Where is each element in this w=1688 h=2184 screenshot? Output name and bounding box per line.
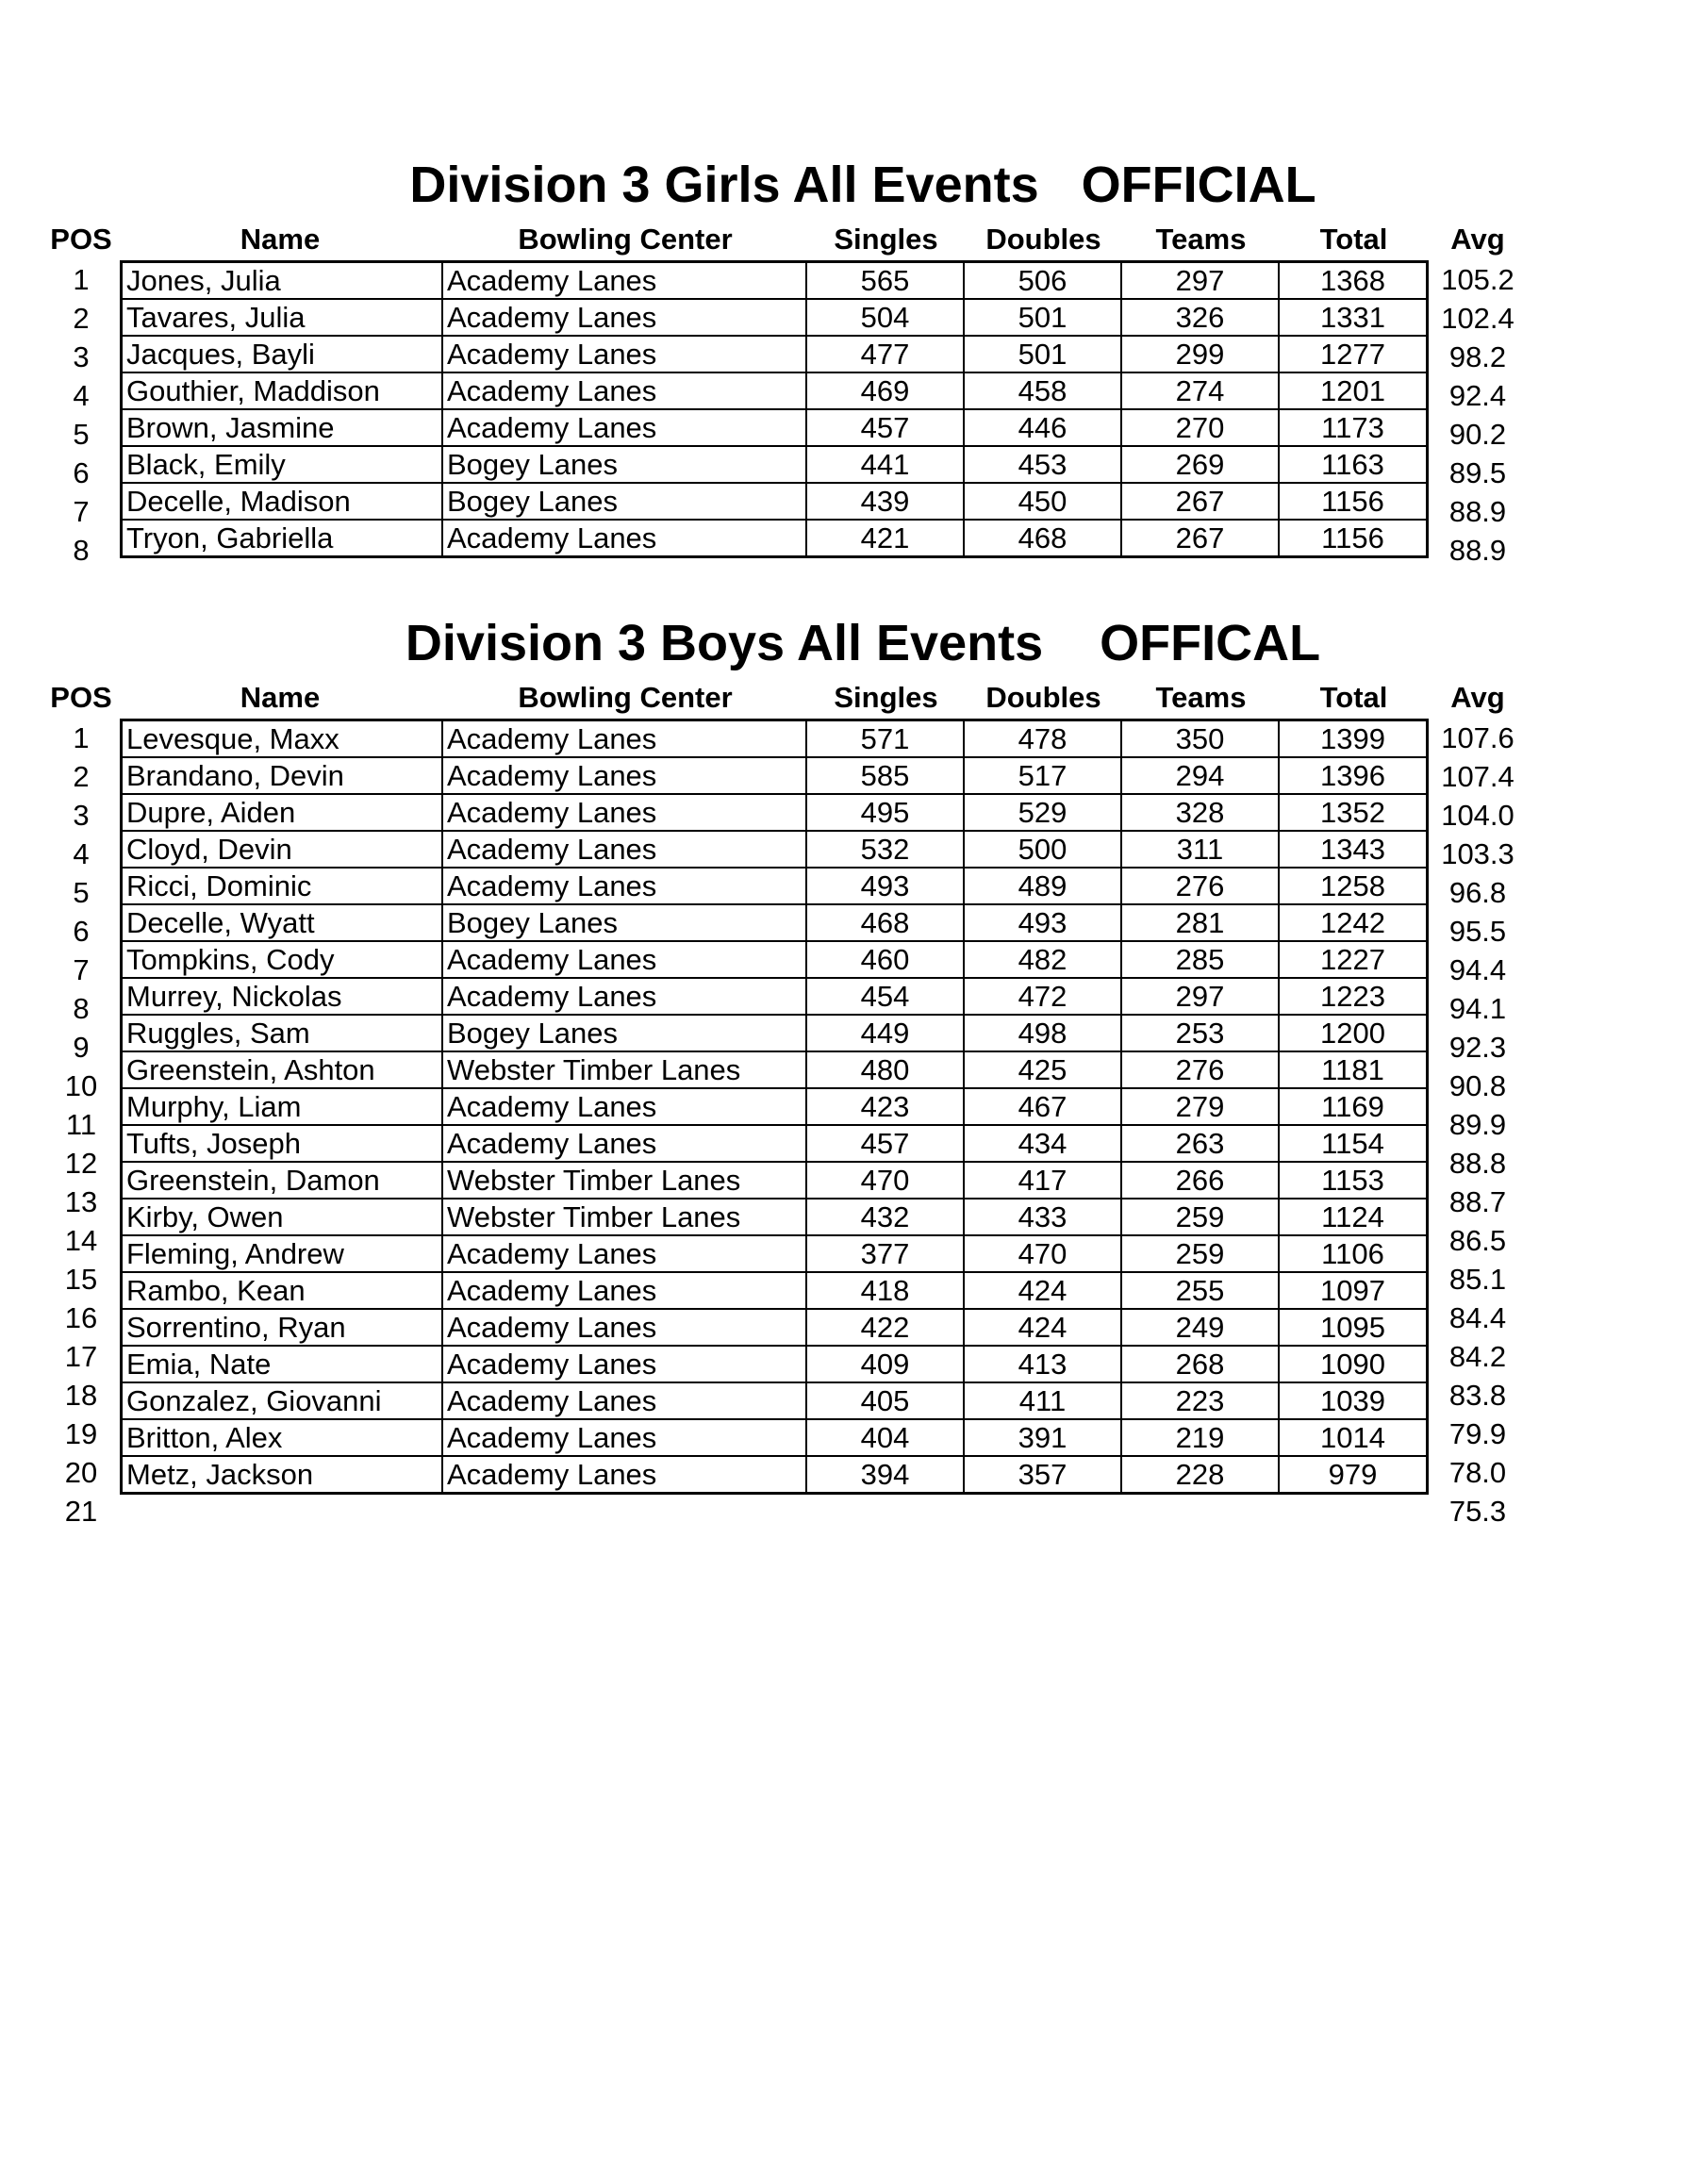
- average-cell: 107.4: [1441, 760, 1514, 793]
- average-cell: 89.5: [1448, 456, 1507, 489]
- column-header-doubles: Doubles: [985, 681, 1101, 714]
- name-cell: Gouthier, Maddison: [122, 372, 443, 409]
- teams-cell: 311: [1121, 831, 1279, 868]
- teams-cell: 266: [1121, 1162, 1279, 1199]
- doubles-cell: 489: [964, 868, 1121, 904]
- position-cell: 17: [64, 1340, 98, 1373]
- teams-cell: 269: [1121, 446, 1279, 483]
- name-cell: Britton, Alex: [122, 1419, 443, 1456]
- boys-results-table: [120, 719, 1429, 1495]
- teams-cell: 297: [1121, 262, 1279, 300]
- total-cell: 1039: [1279, 1382, 1428, 1419]
- center-cell: Webster Timber Lanes: [442, 1162, 806, 1199]
- center-cell: Academy Lanes: [442, 831, 806, 868]
- total-cell: 1200: [1279, 1015, 1428, 1051]
- position-cell: 9: [73, 1031, 90, 1064]
- center-cell: Academy Lanes: [442, 1456, 806, 1494]
- table-row: [122, 831, 1428, 868]
- position-cell: 1: [73, 721, 90, 754]
- center-cell: Academy Lanes: [442, 409, 806, 446]
- singles-cell: 469: [806, 372, 964, 409]
- table-row: [122, 1199, 1428, 1235]
- table-row: [122, 1051, 1428, 1088]
- singles-cell: 377: [806, 1235, 964, 1272]
- average-cell: 90.8: [1448, 1069, 1507, 1102]
- singles-cell: 457: [806, 409, 964, 446]
- average-cell: 84.4: [1448, 1301, 1507, 1334]
- total-cell: 1227: [1279, 941, 1428, 978]
- position-cell: 7: [73, 495, 90, 528]
- center-cell: Academy Lanes: [442, 794, 806, 831]
- position-cell: 13: [64, 1185, 98, 1218]
- center-cell: Bogey Lanes: [442, 1015, 806, 1051]
- column-header-name: Name: [240, 681, 321, 714]
- column-header-doubles: Doubles: [985, 223, 1101, 256]
- doubles-cell: 493: [964, 904, 1121, 941]
- table-row: [122, 868, 1428, 904]
- table-row: [122, 409, 1428, 446]
- average-cell: 84.2: [1448, 1340, 1507, 1373]
- doubles-cell: 458: [964, 372, 1121, 409]
- teams-cell: 350: [1121, 720, 1279, 758]
- total-cell: 1399: [1279, 720, 1428, 758]
- table-row: [122, 262, 1428, 300]
- singles-cell: 480: [806, 1051, 964, 1088]
- table-row: [122, 978, 1428, 1015]
- column-header-pos: POS: [50, 223, 112, 256]
- table-row: [122, 336, 1428, 372]
- position-cell: 3: [73, 799, 90, 832]
- table-row: [122, 1309, 1428, 1346]
- singles-cell: 422: [806, 1309, 964, 1346]
- average-cell: 96.8: [1448, 876, 1507, 909]
- teams-cell: 299: [1121, 336, 1279, 372]
- girls-section-title: Division 3 Girls All Events OFFICIAL: [409, 157, 1316, 213]
- average-cell: 102.4: [1441, 302, 1514, 335]
- table-row: [122, 483, 1428, 520]
- table-row: [122, 1456, 1428, 1494]
- position-cell: 6: [73, 915, 90, 948]
- singles-cell: 409: [806, 1346, 964, 1382]
- total-cell: 1258: [1279, 868, 1428, 904]
- doubles-cell: 470: [964, 1235, 1121, 1272]
- doubles-cell: 450: [964, 483, 1121, 520]
- teams-cell: 274: [1121, 372, 1279, 409]
- girls-position-column: [38, 260, 124, 570]
- position-cell: 19: [64, 1417, 98, 1450]
- doubles-cell: 424: [964, 1272, 1121, 1309]
- average-cell: 88.9: [1448, 495, 1507, 528]
- teams-cell: 249: [1121, 1309, 1279, 1346]
- column-header-total: Total: [1319, 223, 1388, 256]
- position-cell: 4: [73, 379, 90, 412]
- center-cell: Academy Lanes: [442, 262, 806, 300]
- singles-cell: 454: [806, 978, 964, 1015]
- column-header-center: Bowling Center: [518, 223, 733, 256]
- name-cell: Dupre, Aiden: [122, 794, 443, 831]
- singles-cell: 504: [806, 299, 964, 336]
- teams-cell: 294: [1121, 757, 1279, 794]
- position-cell: 10: [64, 1069, 98, 1102]
- table-row: [122, 1346, 1428, 1382]
- table-row: [122, 904, 1428, 941]
- singles-cell: 432: [806, 1199, 964, 1235]
- teams-cell: 285: [1121, 941, 1279, 978]
- name-cell: Jones, Julia: [122, 262, 443, 300]
- name-cell: Ricci, Dominic: [122, 868, 443, 904]
- singles-cell: 571: [806, 720, 964, 758]
- column-header-teams: Teams: [1155, 223, 1247, 256]
- total-cell: 1223: [1279, 978, 1428, 1015]
- total-cell: 1154: [1279, 1125, 1428, 1162]
- teams-cell: 223: [1121, 1382, 1279, 1419]
- average-cell: 75.3: [1448, 1495, 1507, 1528]
- name-cell: Ruggles, Sam: [122, 1015, 443, 1051]
- name-cell: Tryon, Gabriella: [122, 520, 443, 557]
- doubles-cell: 411: [964, 1382, 1121, 1419]
- average-cell: 85.1: [1448, 1263, 1507, 1296]
- center-cell: Academy Lanes: [442, 868, 806, 904]
- position-cell: 2: [73, 760, 90, 793]
- teams-cell: 219: [1121, 1419, 1279, 1456]
- doubles-cell: 357: [964, 1456, 1121, 1494]
- table-row: [122, 1015, 1428, 1051]
- singles-cell: 470: [806, 1162, 964, 1199]
- singles-cell: 565: [806, 262, 964, 300]
- center-cell: Academy Lanes: [442, 978, 806, 1015]
- teams-cell: 328: [1121, 794, 1279, 831]
- girls-average-column: [1426, 260, 1530, 570]
- position-cell: 7: [73, 953, 90, 986]
- average-cell: 94.1: [1448, 992, 1507, 1025]
- singles-cell: 439: [806, 483, 964, 520]
- table-row: [122, 520, 1428, 557]
- name-cell: Murphy, Liam: [122, 1088, 443, 1125]
- name-cell: Levesque, Maxx: [122, 720, 443, 758]
- center-cell: Academy Lanes: [442, 1272, 806, 1309]
- position-cell: 1: [73, 263, 90, 296]
- singles-cell: 449: [806, 1015, 964, 1051]
- total-cell: 1124: [1279, 1199, 1428, 1235]
- teams-cell: 297: [1121, 978, 1279, 1015]
- doubles-cell: 517: [964, 757, 1121, 794]
- average-cell: 78.0: [1448, 1456, 1507, 1489]
- total-cell: 1097: [1279, 1272, 1428, 1309]
- name-cell: Greenstein, Damon: [122, 1162, 443, 1199]
- name-cell: Tompkins, Cody: [122, 941, 443, 978]
- doubles-cell: 417: [964, 1162, 1121, 1199]
- doubles-cell: 472: [964, 978, 1121, 1015]
- total-cell: 1352: [1279, 794, 1428, 831]
- singles-cell: 585: [806, 757, 964, 794]
- center-cell: Academy Lanes: [442, 1088, 806, 1125]
- name-cell: Murrey, Nickolas: [122, 978, 443, 1015]
- position-cell: 4: [73, 837, 90, 870]
- total-cell: 1095: [1279, 1309, 1428, 1346]
- singles-cell: 495: [806, 794, 964, 831]
- center-cell: Academy Lanes: [442, 520, 806, 557]
- position-cell: 8: [73, 534, 90, 567]
- column-header-avg: Avg: [1450, 681, 1505, 714]
- name-cell: Kirby, Owen: [122, 1199, 443, 1235]
- singles-cell: 421: [806, 520, 964, 557]
- center-cell: Academy Lanes: [442, 720, 806, 758]
- average-cell: 79.9: [1448, 1417, 1507, 1450]
- center-cell: Academy Lanes: [442, 1235, 806, 1272]
- table-row: [122, 757, 1428, 794]
- teams-cell: 276: [1121, 1051, 1279, 1088]
- table-row: [122, 299, 1428, 336]
- doubles-cell: 468: [964, 520, 1121, 557]
- total-cell: 1331: [1279, 299, 1428, 336]
- average-cell: 95.5: [1448, 915, 1507, 948]
- average-cell: 98.2: [1448, 340, 1507, 373]
- center-cell: Academy Lanes: [442, 1309, 806, 1346]
- teams-cell: 263: [1121, 1125, 1279, 1162]
- doubles-cell: 506: [964, 262, 1121, 300]
- position-cell: 5: [73, 876, 90, 909]
- table-row: [122, 1125, 1428, 1162]
- name-cell: Greenstein, Ashton: [122, 1051, 443, 1088]
- average-cell: 88.7: [1448, 1185, 1507, 1218]
- average-cell: 89.9: [1448, 1108, 1507, 1141]
- boys-average-column: [1426, 719, 1530, 1530]
- center-cell: Academy Lanes: [442, 299, 806, 336]
- position-cell: 16: [64, 1301, 98, 1334]
- name-cell: Jacques, Bayli: [122, 336, 443, 372]
- average-cell: 90.2: [1448, 418, 1507, 451]
- total-cell: 1163: [1279, 446, 1428, 483]
- center-cell: Academy Lanes: [442, 372, 806, 409]
- column-header-center: Bowling Center: [518, 681, 733, 714]
- girls-results-table: [120, 260, 1429, 558]
- center-cell: Academy Lanes: [442, 1346, 806, 1382]
- total-cell: 1169: [1279, 1088, 1428, 1125]
- singles-cell: 477: [806, 336, 964, 372]
- name-cell: Tavares, Julia: [122, 299, 443, 336]
- average-cell: 104.0: [1441, 799, 1514, 832]
- singles-cell: 394: [806, 1456, 964, 1494]
- table-row: [122, 446, 1428, 483]
- singles-cell: 404: [806, 1419, 964, 1456]
- column-header-pos: POS: [50, 681, 112, 714]
- position-cell: 11: [65, 1108, 97, 1141]
- column-header-singles: Singles: [834, 681, 938, 714]
- boys-position-column: [38, 719, 124, 1530]
- doubles-cell: 453: [964, 446, 1121, 483]
- column-header-singles: Singles: [834, 223, 938, 256]
- teams-cell: 279: [1121, 1088, 1279, 1125]
- position-cell: 6: [73, 456, 90, 489]
- doubles-cell: 413: [964, 1346, 1121, 1382]
- singles-cell: 468: [806, 904, 964, 941]
- column-header-total: Total: [1319, 681, 1388, 714]
- name-cell: Decelle, Wyatt: [122, 904, 443, 941]
- name-cell: Fleming, Andrew: [122, 1235, 443, 1272]
- center-cell: Bogey Lanes: [442, 446, 806, 483]
- total-cell: 1201: [1279, 372, 1428, 409]
- doubles-cell: 391: [964, 1419, 1121, 1456]
- total-cell: 1153: [1279, 1162, 1428, 1199]
- center-cell: Bogey Lanes: [442, 483, 806, 520]
- doubles-cell: 433: [964, 1199, 1121, 1235]
- total-cell: 1343: [1279, 831, 1428, 868]
- teams-cell: 270: [1121, 409, 1279, 446]
- average-cell: 92.3: [1448, 1031, 1507, 1064]
- total-cell: 979: [1279, 1456, 1428, 1494]
- name-cell: Cloyd, Devin: [122, 831, 443, 868]
- average-cell: 92.4: [1448, 379, 1507, 412]
- total-cell: 1106: [1279, 1235, 1428, 1272]
- table-row: [122, 372, 1428, 409]
- doubles-cell: 500: [964, 831, 1121, 868]
- doubles-cell: 498: [964, 1015, 1121, 1051]
- position-cell: 18: [64, 1379, 98, 1412]
- doubles-cell: 501: [964, 299, 1121, 336]
- name-cell: Sorrentino, Ryan: [122, 1309, 443, 1346]
- center-cell: Academy Lanes: [442, 1125, 806, 1162]
- name-cell: Rambo, Kean: [122, 1272, 443, 1309]
- total-cell: 1242: [1279, 904, 1428, 941]
- teams-cell: 267: [1121, 520, 1279, 557]
- singles-cell: 441: [806, 446, 964, 483]
- doubles-cell: 424: [964, 1309, 1121, 1346]
- average-cell: 86.5: [1448, 1224, 1507, 1257]
- position-cell: 12: [64, 1147, 98, 1180]
- doubles-cell: 425: [964, 1051, 1121, 1088]
- doubles-cell: 446: [964, 409, 1121, 446]
- total-cell: 1156: [1279, 483, 1428, 520]
- position-cell: 2: [73, 302, 90, 335]
- singles-cell: 423: [806, 1088, 964, 1125]
- center-cell: Academy Lanes: [442, 336, 806, 372]
- doubles-cell: 529: [964, 794, 1121, 831]
- center-cell: Webster Timber Lanes: [442, 1051, 806, 1088]
- singles-cell: 457: [806, 1125, 964, 1162]
- table-row: [122, 1162, 1428, 1199]
- name-cell: Brandano, Devin: [122, 757, 443, 794]
- total-cell: 1173: [1279, 409, 1428, 446]
- teams-cell: 267: [1121, 483, 1279, 520]
- average-cell: 88.9: [1448, 534, 1507, 567]
- name-cell: Brown, Jasmine: [122, 409, 443, 446]
- doubles-cell: 482: [964, 941, 1121, 978]
- average-cell: 107.6: [1441, 721, 1514, 754]
- position-cell: 20: [64, 1456, 98, 1489]
- total-cell: 1156: [1279, 520, 1428, 557]
- position-cell: 15: [64, 1263, 98, 1296]
- teams-cell: 276: [1121, 868, 1279, 904]
- position-cell: 5: [73, 418, 90, 451]
- teams-cell: 268: [1121, 1346, 1279, 1382]
- table-row: [122, 941, 1428, 978]
- average-cell: 94.4: [1448, 953, 1507, 986]
- table-row: [122, 1272, 1428, 1309]
- center-cell: Academy Lanes: [442, 1382, 806, 1419]
- average-cell: 88.8: [1448, 1147, 1507, 1180]
- doubles-cell: 434: [964, 1125, 1121, 1162]
- singles-cell: 532: [806, 831, 964, 868]
- total-cell: 1277: [1279, 336, 1428, 372]
- column-header-name: Name: [240, 223, 321, 256]
- teams-cell: 326: [1121, 299, 1279, 336]
- column-header-teams: Teams: [1155, 681, 1247, 714]
- average-cell: 83.8: [1448, 1379, 1507, 1412]
- position-cell: 8: [73, 992, 90, 1025]
- name-cell: Decelle, Madison: [122, 483, 443, 520]
- column-header-avg: Avg: [1450, 223, 1505, 256]
- doubles-cell: 467: [964, 1088, 1121, 1125]
- name-cell: Metz, Jackson: [122, 1456, 443, 1494]
- name-cell: Emia, Nate: [122, 1346, 443, 1382]
- center-cell: Academy Lanes: [442, 757, 806, 794]
- singles-cell: 460: [806, 941, 964, 978]
- table-row: [122, 1419, 1428, 1456]
- teams-cell: 259: [1121, 1199, 1279, 1235]
- center-cell: Academy Lanes: [442, 1419, 806, 1456]
- center-cell: Academy Lanes: [442, 941, 806, 978]
- boys-standings: [0, 677, 1688, 1528]
- doubles-cell: 501: [964, 336, 1121, 372]
- position-cell: 14: [64, 1224, 98, 1257]
- singles-cell: 405: [806, 1382, 964, 1419]
- total-cell: 1090: [1279, 1346, 1428, 1382]
- table-row: [122, 794, 1428, 831]
- average-cell: 103.3: [1441, 837, 1514, 870]
- table-row: [122, 720, 1428, 758]
- singles-cell: 418: [806, 1272, 964, 1309]
- singles-cell: 493: [806, 868, 964, 904]
- position-cell: 3: [73, 340, 90, 373]
- center-cell: Webster Timber Lanes: [442, 1199, 806, 1235]
- position-cell: 21: [64, 1495, 98, 1528]
- boys-section-title: Division 3 Boys All Events OFFICAL: [405, 615, 1321, 671]
- name-cell: Gonzalez, Giovanni: [122, 1382, 443, 1419]
- girls-standings: [0, 219, 1688, 567]
- boys-column-headers: [0, 677, 1688, 719]
- total-cell: 1368: [1279, 262, 1428, 300]
- table-row: [122, 1088, 1428, 1125]
- table-row: [122, 1382, 1428, 1419]
- teams-cell: 281: [1121, 904, 1279, 941]
- teams-cell: 259: [1121, 1235, 1279, 1272]
- girls-column-headers: [0, 219, 1688, 260]
- name-cell: Black, Emily: [122, 446, 443, 483]
- table-row: [122, 1235, 1428, 1272]
- teams-cell: 255: [1121, 1272, 1279, 1309]
- total-cell: 1396: [1279, 757, 1428, 794]
- teams-cell: 228: [1121, 1456, 1279, 1494]
- name-cell: Tufts, Joseph: [122, 1125, 443, 1162]
- center-cell: Bogey Lanes: [442, 904, 806, 941]
- average-cell: 105.2: [1441, 263, 1514, 296]
- teams-cell: 253: [1121, 1015, 1279, 1051]
- total-cell: 1181: [1279, 1051, 1428, 1088]
- total-cell: 1014: [1279, 1419, 1428, 1456]
- doubles-cell: 478: [964, 720, 1121, 758]
